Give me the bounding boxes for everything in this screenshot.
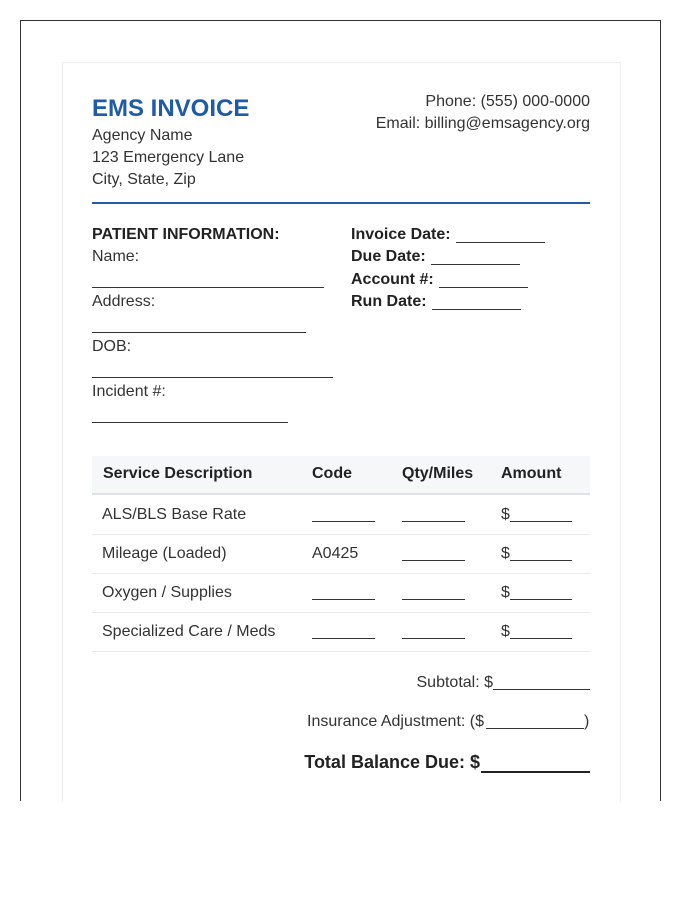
amount-field[interactable]: [510, 521, 572, 522]
qty-field[interactable]: [402, 521, 465, 522]
amount-currency: $: [501, 506, 510, 523]
qty-field[interactable]: [402, 599, 465, 600]
column-header-code: Code: [312, 465, 352, 482]
table-row-description: Oxygen / Supplies: [102, 584, 232, 601]
account-number-label: Account #:: [351, 271, 434, 288]
agency-address: 123 Emergency Lane: [92, 149, 245, 166]
patient-name-label: Name:: [92, 248, 140, 265]
insurance-adjustment-label: Insurance Adjustment: ($: [307, 713, 484, 730]
amount-field[interactable]: [510, 638, 572, 639]
amount-currency: $: [501, 584, 510, 601]
amount-field[interactable]: [510, 599, 572, 600]
insurance-adjustment-field[interactable]: [486, 728, 584, 729]
agency-email: Email: billing@emsagency.org: [375, 115, 590, 132]
patient-name-field[interactable]: [92, 287, 324, 288]
due-date-label: Due Date:: [351, 248, 426, 265]
subtotal-label: Subtotal: $: [416, 674, 493, 691]
subtotal-field[interactable]: [493, 689, 590, 690]
code-field[interactable]: [312, 599, 375, 600]
table-row-description: Mileage (Loaded): [102, 545, 227, 562]
column-header-qty: Qty/Miles: [402, 465, 474, 482]
table-row-description: ALS/BLS Base Rate: [102, 506, 247, 523]
account-number-field[interactable]: [439, 287, 528, 288]
agency-city: City, State, Zip: [92, 171, 196, 188]
patient-dob-label: DOB:: [92, 338, 132, 355]
invoice-date-label: Invoice Date:: [351, 226, 451, 243]
incident-number-field[interactable]: [92, 422, 288, 423]
patient-address-field[interactable]: [92, 332, 306, 333]
invoice-date-field[interactable]: [456, 242, 545, 243]
amount-currency: $: [501, 623, 510, 640]
amount-field[interactable]: [510, 560, 572, 561]
patient-info-heading: PATIENT INFORMATION:: [92, 226, 280, 243]
table-row-code: A0425: [312, 545, 359, 562]
header-divider: [92, 202, 590, 204]
row-divider: [92, 651, 590, 652]
run-date-label: Run Date:: [351, 293, 427, 310]
total-balance-label: Total Balance Due: $: [304, 752, 480, 772]
table-row-description: Specialized Care / Meds: [102, 623, 276, 640]
invoice-title: EMS INVOICE: [92, 95, 250, 122]
code-field[interactable]: [312, 521, 375, 522]
agency-name: Agency Name: [92, 127, 193, 144]
table-header-divider: [92, 493, 590, 495]
amount-currency: $: [501, 545, 510, 562]
row-divider: [92, 612, 590, 613]
agency-phone: Phone: (555) 000-0000: [425, 93, 590, 110]
code-field[interactable]: [312, 638, 375, 639]
patient-dob-field[interactable]: [92, 377, 333, 378]
total-balance-field[interactable]: [481, 771, 590, 773]
qty-field[interactable]: [402, 560, 465, 561]
due-date-field[interactable]: [431, 264, 520, 265]
column-header-description: Service Description: [103, 465, 253, 482]
row-divider: [92, 534, 590, 535]
run-date-field[interactable]: [432, 309, 521, 310]
column-header-amount: Amount: [501, 465, 562, 482]
incident-number-label: Incident #:: [92, 383, 166, 400]
qty-field[interactable]: [402, 638, 465, 639]
patient-address-label: Address:: [92, 293, 156, 310]
row-divider: [92, 573, 590, 574]
insurance-close-paren: ): [584, 713, 590, 730]
